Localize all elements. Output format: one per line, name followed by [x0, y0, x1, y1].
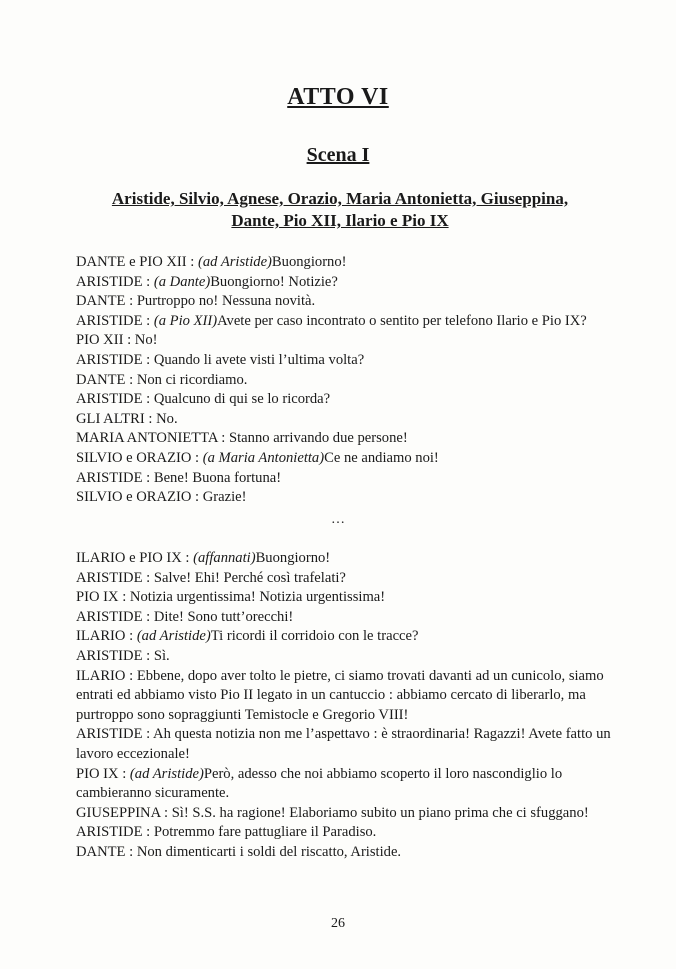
dialogue-line: ARISTIDE : Qualcuno di qui se lo ricorda?: [76, 391, 331, 408]
dialogue-line: SILVIO e ORAZIO : (a Maria Antonietta)Ce ne andiamo noi!: [76, 449, 439, 466]
dialogue-line: MARIA ANTONIETTA : Stanno arrivando due persone!: [76, 430, 408, 447]
dialogue-line: ARISTIDE : Dite! Sono tutt’orecchi!: [76, 608, 294, 625]
dialogue-line: ARISTIDE : (a Pio XII)Avete per caso incontrato o sentito per telefono Ilario e Pio IX?: [76, 312, 587, 329]
dialogue-line: ARISTIDE : Quando li avete visti l’ultima volta?: [76, 351, 365, 368]
dialogue-line: ILARIO : (ad Aristide)Ti ricordi il corridoio con le tracce?: [76, 628, 419, 645]
act-title: ATTO VI: [287, 84, 389, 110]
dialogue-line: DANTE : Purtroppo no! Nessuna novità.: [76, 293, 316, 310]
dialogue-line: ARISTIDE : Ah questa notizia non me l’aspettavo : è straordinaria! Ragazzi! Avete fatto un lavoro eccezionale!: [76, 726, 611, 762]
dialogue-line: ILARIO : Ebbene, dopo aver tolto le pietre, ci siamo trovati davanti ad un cunicolo, siamo entrati ed abbiamo visto Pio II legato in un cantuccio : abbiamo cercato di liberarlo, ma purtroppo sono sopraggiunti Temistocle e Gregorio VIII!: [76, 667, 604, 723]
dialogue-line: DANTE e PIO XII : (ad Aristide)Buongiorno!: [76, 254, 347, 270]
dialogue-line: DANTE : Non dimenticarti i soldi del riscatto, Aristide.: [76, 843, 402, 860]
dialogue-line: DANTE : Non ci ricordiamo.: [76, 371, 248, 388]
dialogue-line: ARISTIDE : Potremmo fare pattugliare il Paradiso.: [76, 824, 377, 841]
dialogue-part-1: [76, 253, 616, 508]
dialogue-line: GIUSEPPINA : Sì! S.S. ha ragione! Elaboriamo subito un piano prima che ci sfuggano!: [76, 804, 589, 821]
dialogue-line: ILARIO e PIO IX : (affannati)Buongiorno!: [76, 550, 331, 566]
character-list-line-2: Dante, Pio XII, Ilario e Pio IX: [231, 211, 449, 230]
dialogue-line: ARISTIDE : (a Dante)Buongiorno! Notizie?: [76, 273, 338, 290]
scene-separator: …: [331, 512, 345, 527]
dialogue-line: ARISTIDE : Bene! Buona fortuna!: [76, 469, 282, 486]
dialogue-line: ARISTIDE : Sì.: [76, 647, 170, 664]
page-number: 26: [331, 916, 345, 931]
dialogue-line: PIO IX : (ad Aristide)Però, adesso che noi abbiamo scoperto il loro nascondiglio lo cambieranno sicuramente.: [76, 765, 563, 802]
character-list: [70, 188, 610, 232]
dialogue-part-2: [76, 549, 616, 863]
scene-title: Scena I: [306, 144, 370, 166]
dialogue-line: PIO XII : No!: [76, 332, 158, 349]
dialogue-line: GLI ALTRI : No.: [76, 410, 178, 427]
dialogue-line: ARISTIDE : Salve! Ehi! Perché così trafelati?: [76, 569, 346, 586]
dialogue-line: SILVIO e ORAZIO : Grazie!: [76, 489, 247, 506]
character-list-line-1: Aristide, Silvio, Agnese, Orazio, Maria Antonietta, Giuseppina,: [111, 189, 569, 208]
dialogue-line: PIO IX : Notizia urgentissima! Notizia urgentissima!: [76, 589, 386, 606]
